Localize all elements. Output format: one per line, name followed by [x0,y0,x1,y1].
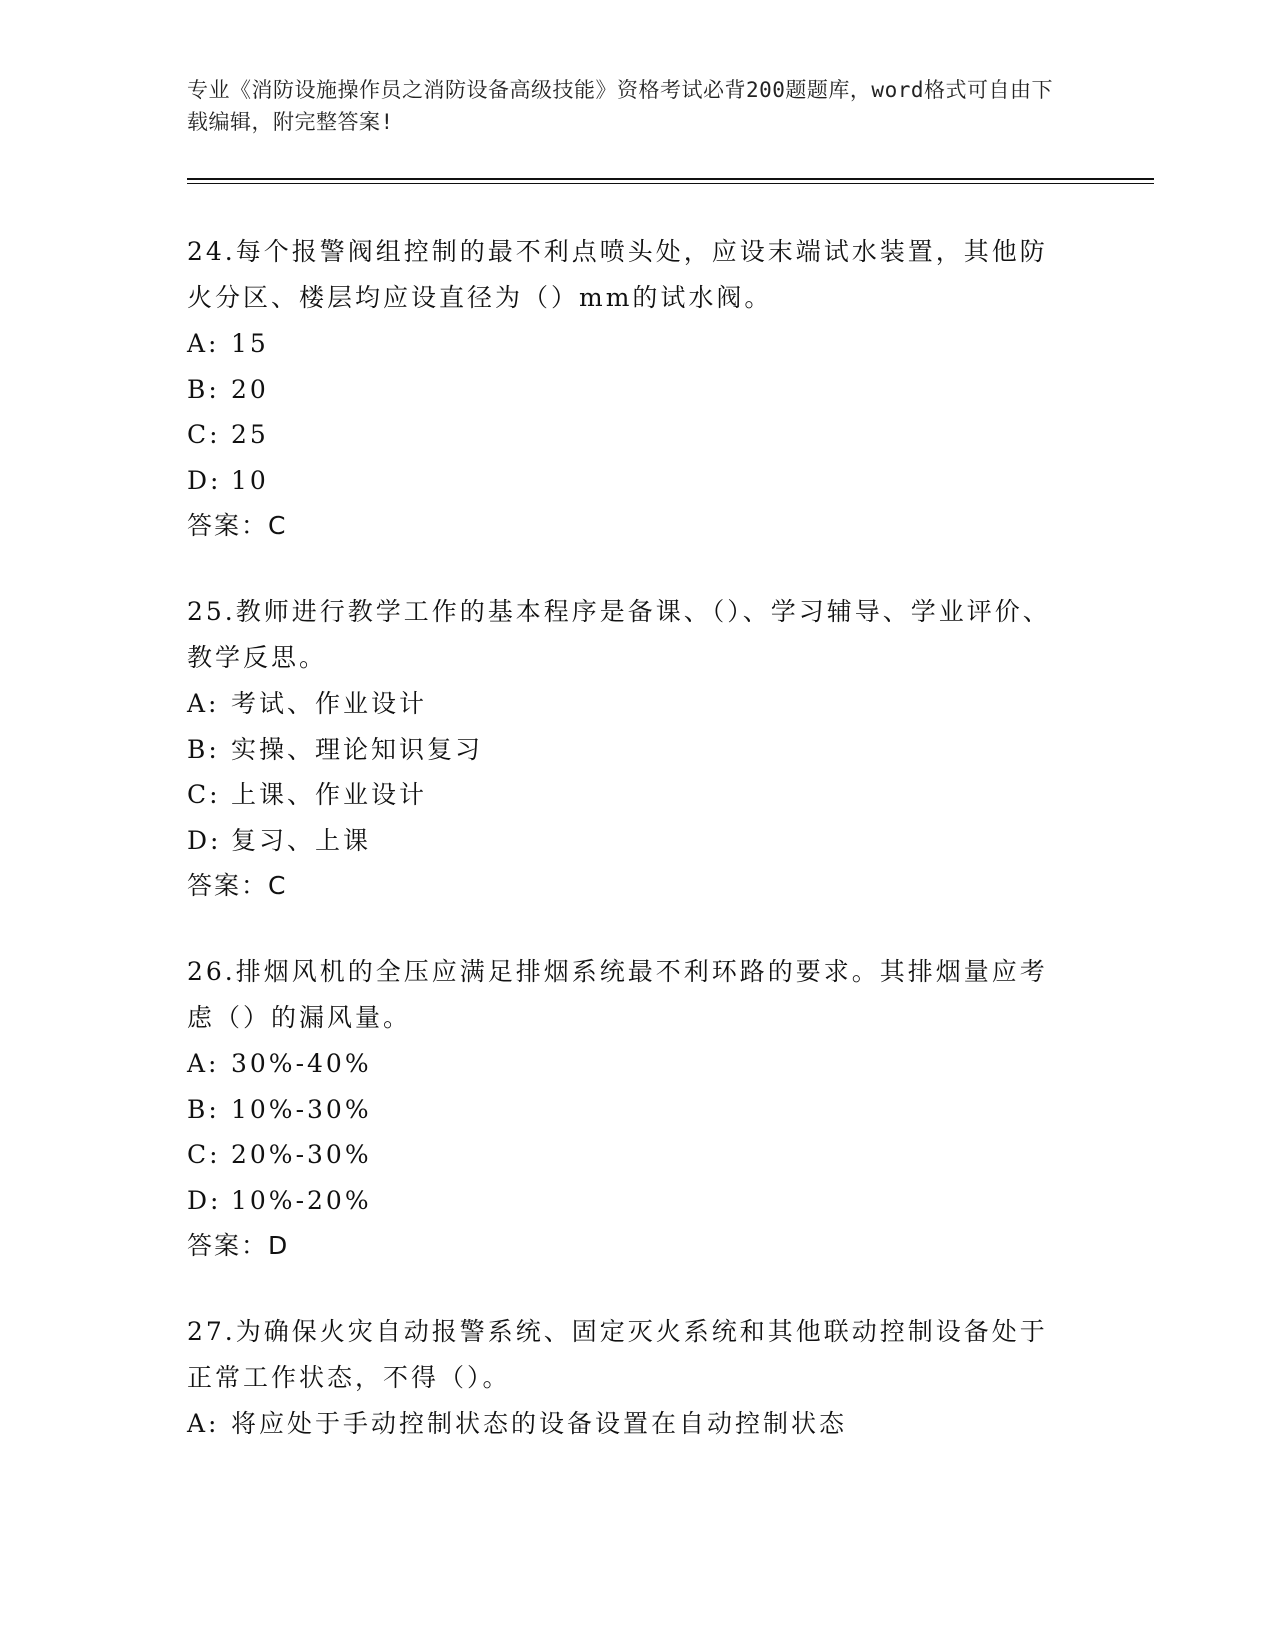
option-text: 15 [231,329,269,358]
option-a [187,681,1067,727]
header-divider-thick [187,178,1154,180]
option-c [187,772,1067,818]
option-text: 10 [231,465,269,495]
option-b [187,367,1067,413]
question-24 [187,229,1067,549]
question-stem: 25.教师进行教学工作的基本程序是备课、（）、学习辅导、学业评价、教学反思。 [187,597,1051,672]
option-d [187,458,1067,504]
question-stem: 26.排烟风机的全压应满足排烟系统最不利环路的要求。其排烟量应考虑（）的漏风量。 [187,957,1048,1032]
question-25 [187,589,1067,909]
option-letter: B: [187,1094,220,1124]
option-text: 考试、作业设计 [231,689,428,718]
option-a [187,1041,1067,1087]
option-text: 10%-30% [231,1094,372,1124]
option-letter: D: [187,465,222,495]
option-d [187,1178,1067,1224]
option-letter: C: [187,420,221,449]
option-c [187,1132,1067,1178]
option-text: 10%-20% [231,1185,372,1215]
question-stem: 27.为确保火灾自动报警系统、固定灭火系统和其他联动控制设备处于正常工作状态，不得（）。 [187,1317,1048,1392]
option-a [187,1401,1067,1447]
option-letter: A: [187,329,220,358]
option-letter: C: [187,1140,221,1169]
option-letter: B: [187,374,220,404]
answer-line: 答案：C [187,511,288,540]
option-text: 20%-30% [231,1140,372,1169]
option-letter: A: [187,1409,220,1438]
option-letter: D: [187,825,222,855]
option-letter: C: [187,780,221,809]
option-b [187,1087,1067,1133]
option-text: 复习、上课 [231,825,372,855]
document-header-title: 专业《消防设施操作员之消防设备高级技能》资格考试必背200题题库，word格式可自由下载编辑，附完整答案! [187,78,1053,134]
option-text: 上课、作业设计 [231,780,428,809]
option-letter: B: [187,734,220,764]
option-d [187,818,1067,864]
option-text: 将应处于手动控制状态的设备设置在自动控制状态 [231,1409,848,1438]
option-text: 30%-40% [231,1049,372,1078]
question-27 [187,1309,1067,1447]
option-c [187,412,1067,458]
question-26 [187,949,1067,1269]
option-text: 实操、理论知识复习 [231,734,484,764]
option-a [187,321,1067,367]
answer-line: 答案：C [187,871,288,900]
question-stem: 24.每个报警阀组控制的最不利点喷头处，应设末端试水装置，其他防火分区、楼层均应设直径为（）mm的试水阀。 [187,237,1048,312]
answer-line: 答案：D [187,1231,290,1260]
option-text: 25 [231,420,269,449]
option-b [187,727,1067,773]
header-divider-thin [187,183,1154,184]
option-letter: A: [187,1049,220,1078]
option-letter: A: [187,689,220,718]
option-text: 20 [231,374,269,404]
option-letter: D: [187,1185,222,1215]
